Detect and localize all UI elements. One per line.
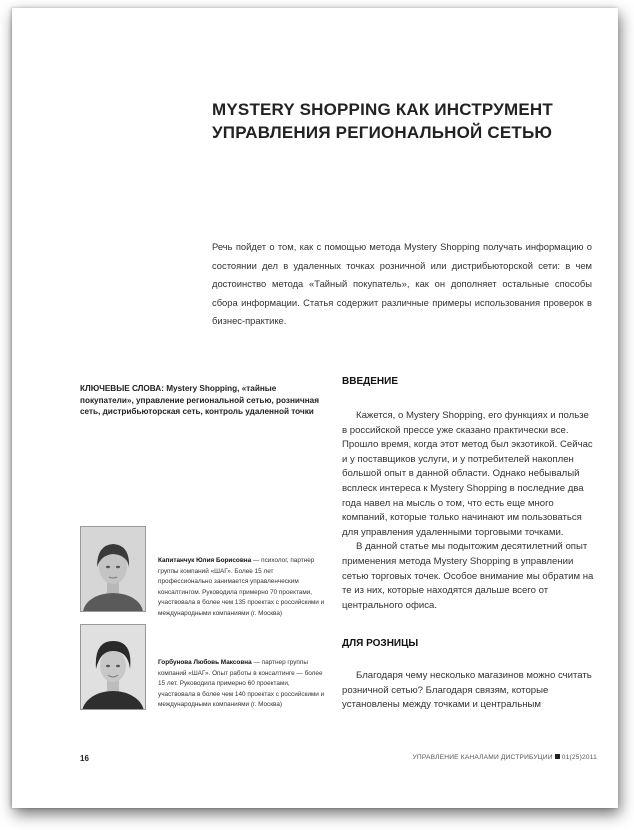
author-photo bbox=[80, 624, 146, 710]
paragraph: В данной статье мы подытожим десятилетний опыт применения метода Mystery Shopping в управлении сетью торговых точек. Особое внимание мы обратим на те из них, которые находятся дальше всего от центрального офиса. bbox=[342, 541, 594, 611]
page-number: 16 bbox=[80, 754, 89, 763]
article-lead: Речь пойдет о том, как с помощью метода Mystery Shopping получать информацию о состоянии дел в удаленных точках розничной или дистрибьюторской сети: в чем достоинство метода «Тайный покупатель», как он дополняет остальные способы сбора информации. Статья содержит различные примеры использования проверок в бизнес-практике. bbox=[212, 241, 592, 326]
section-heading: ДЛЯ РОЗНИЦЫ bbox=[342, 638, 419, 649]
section-retail bbox=[342, 638, 594, 713]
square-icon bbox=[555, 754, 560, 759]
author-bio bbox=[158, 658, 328, 711]
author-description: — психолог, партнер группы компаний «ШАГ». Более 15 лет профессионально занимается управленческим консалтингом. Руководила примерно 70 проектами, участвовала в более чем 135 проектах с российскими и международными компаниями (г. Москва) bbox=[158, 557, 325, 617]
article-title: MYSTERY SHOPPING КАК ИНСТРУМЕНТ УПРАВЛЕНИЯ РЕГИОНАЛЬНОЙ СЕТЬЮ bbox=[212, 100, 553, 142]
paragraph: Благодаря чему несколько магазинов можно считать розничной сетью? Благодаря связям, которые установлены между точками и центральным bbox=[342, 670, 592, 711]
author-name: Капитанчук Юлия Борисовна bbox=[158, 557, 252, 564]
page-sheet bbox=[12, 8, 618, 808]
section-heading: ВВЕДЕНИЕ bbox=[342, 376, 398, 387]
journal-title: УПРАВЛЕНИЕ КАНАЛАМИ ДИСТРИБУЦИИ bbox=[412, 754, 553, 761]
author-photo bbox=[80, 526, 146, 612]
running-footer bbox=[407, 754, 597, 761]
section-introduction bbox=[342, 376, 594, 613]
author-name: Горбунова Любовь Максовна bbox=[158, 659, 252, 666]
keywords: КЛЮЧЕВЫЕ СЛОВА: Mystery Shopping, «тайные покупатели», управление региональной сетью, розничная сеть, дистрибьюторская сеть, контроль удаленной точки bbox=[80, 384, 319, 416]
issue-number: 01(25)2011 bbox=[561, 754, 597, 761]
paragraph: Кажется, о Mystery Shopping, его функциях и пользе в российской прессе уже сказано практически все. Прошло время, когда этот метод был экзотикой. Сейчас и у поставщиков услуги, и у потребителей накоплен большой опыт в данной области. Однако небывалый всплеск интереса к Mystery Shopping в последние два года навел на мысль о том, что есть еще много компаний, которые только начинают им пользоваться для управления удаленными торговыми точками. bbox=[342, 410, 593, 538]
author-description: — партнер группы компаний «ШАГ». Опыт работы в консалтинге — более 15 лет. Руководила примерно 60 проектами, участвовала в более чем 140 проектах с российскими и международными компаниями (г. Москва) bbox=[158, 659, 325, 708]
author-bio bbox=[158, 556, 328, 619]
